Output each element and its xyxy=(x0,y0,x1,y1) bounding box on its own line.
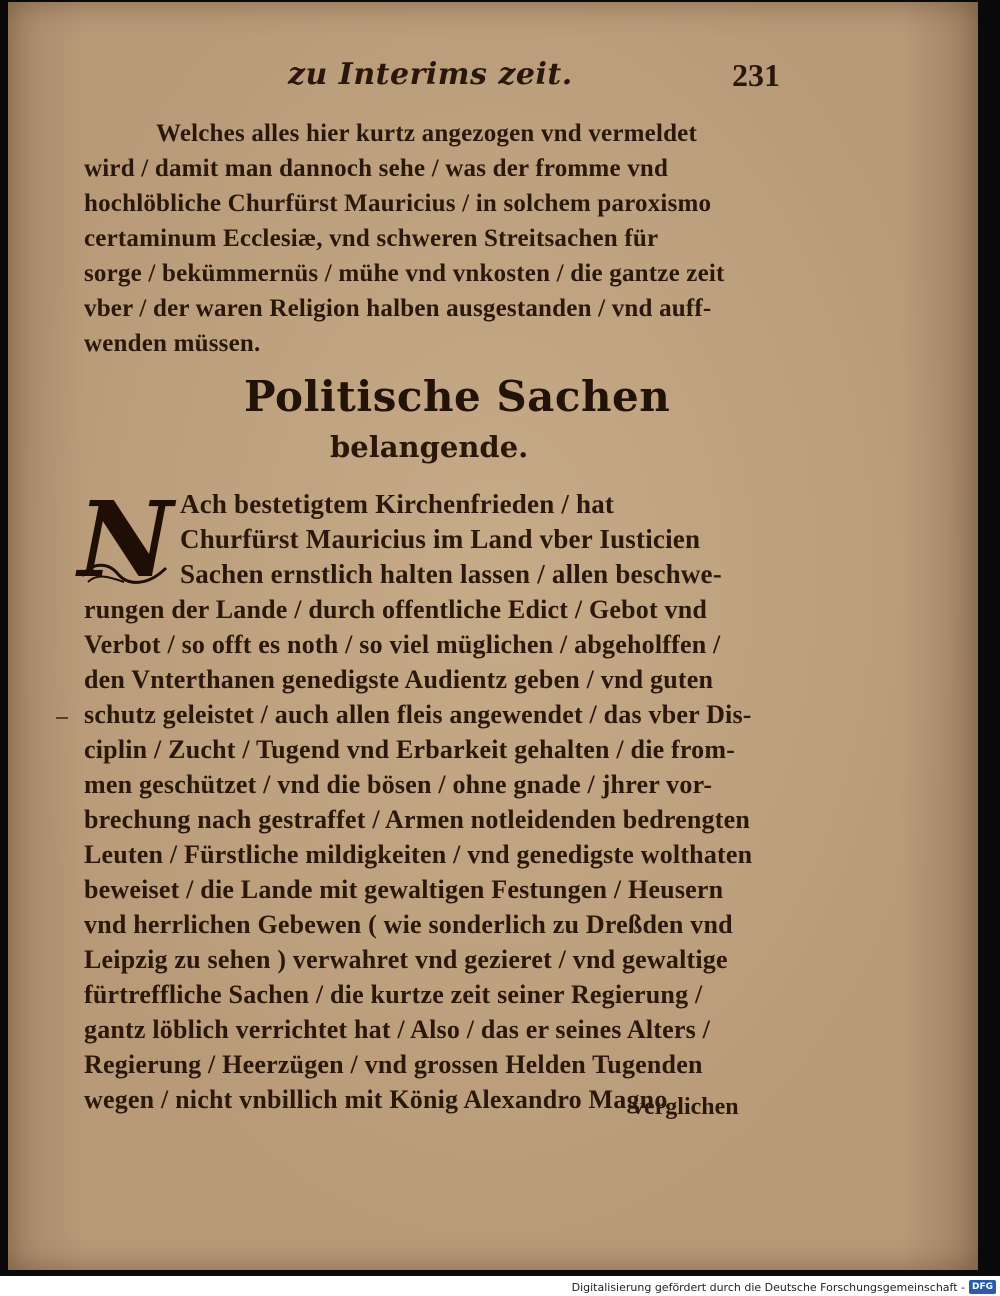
initial-letter: N xyxy=(78,478,174,601)
text-line: Sachen ernstlich halten lassen / allen beschwe- xyxy=(180,559,722,589)
catchword: verglichen xyxy=(632,1094,739,1120)
decorated-initial xyxy=(78,478,174,601)
text-line: Leipzig zu sehen ) verwahret vnd gezieret / vnd gewaltige xyxy=(84,945,728,974)
text-line: rungen der Lande / durch offentliche Edict / Gebot vnd xyxy=(84,595,708,624)
text-line: vnd herrlichen Gebewen ( wie sonderlich zu Dreßden vnd xyxy=(84,910,733,939)
text-line: hochlöbliche Churfürst Mauricius / in solchem paroxismo xyxy=(84,190,712,217)
running-title: zu Interims zeit. xyxy=(288,57,573,92)
section-subheading: belangende. xyxy=(330,430,529,464)
dfg-logo[interactable]: DFG xyxy=(969,1280,996,1294)
initial-flourish-icon xyxy=(78,558,170,588)
margin-mark xyxy=(56,717,68,719)
running-head xyxy=(240,57,780,97)
text-line: Leuten / Fürstliche mildigkeiten / vnd genedigste wolthaten xyxy=(84,840,753,869)
credit-text: Digitalisierung gefördert durch die Deutsche Forschungsgemeinschaft - xyxy=(571,1280,965,1294)
text-line: gantz löblich verrichtet hat / Also / das er seines Alters / xyxy=(84,1015,711,1044)
text-line: ciplin / Zucht / Tugend vnd Erbarkeit gehalten / die from- xyxy=(84,735,736,764)
text-line: beweiset / die Lande mit gewaltigen Festungen / Heusern xyxy=(84,875,724,904)
page-number: 231 xyxy=(732,57,780,93)
paragraph-2-opening xyxy=(180,487,770,592)
text-line: wenden müssen. xyxy=(84,330,261,357)
paragraph-1 xyxy=(84,116,774,361)
text-line: vber / der waren Religion halben ausgestanden / vnd auff- xyxy=(84,295,712,322)
text-line: Ach bestetigtem Kirchenfrieden / hat xyxy=(180,489,615,519)
text-line: Welches alles hier kurtz angezogen vnd vermeldet xyxy=(156,120,698,147)
text-line: brechung nach gestraffet / Armen notleidenden bedrengten xyxy=(84,805,750,834)
section-heading: Politische Sachen xyxy=(244,372,671,421)
book-page xyxy=(8,2,978,1270)
text-line: wird / damit man dannoch sehe / was der fromme vnd xyxy=(84,155,669,182)
text-line: certaminum Ecclesiæ, vnd schweren Streitsachen für xyxy=(84,225,659,252)
text-line: men geschützet / vnd die bösen / ohne gnade / jhrer vor- xyxy=(84,770,713,799)
text-line: Churfürst Mauricius im Land vber Iusticien xyxy=(180,524,701,554)
text-line: schutz geleistet / auch allen fleis angewendet / das vber Dis- xyxy=(84,700,752,729)
paragraph-2 xyxy=(84,592,774,1117)
text-line: sorge / bekümmernüs / mühe vnd vnkosten / die gantze zeit xyxy=(84,260,725,287)
text-line: fürtreffliche Sachen / die kurtze zeit seiner Regierung / xyxy=(84,980,703,1009)
text-line: Regierung / Heerzügen / vnd grossen Helden Tugenden xyxy=(84,1050,703,1079)
footer-credit xyxy=(572,1278,996,1296)
text-line: wegen / nicht vnbillich mit König Alexandro Magno xyxy=(84,1085,668,1114)
text-line: Verbot / so offt es noth / so viel müglichen / abgeholffen / xyxy=(84,630,721,659)
text-line: den Vnterthanen genedigste Audientz geben / vnd guten xyxy=(84,665,714,694)
